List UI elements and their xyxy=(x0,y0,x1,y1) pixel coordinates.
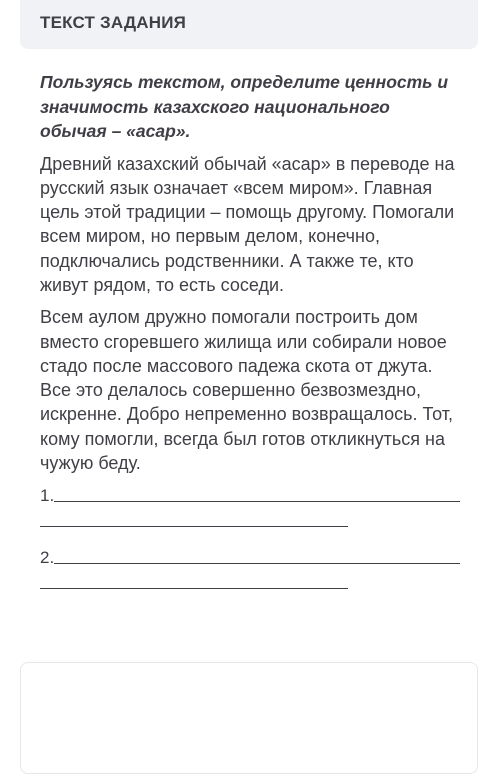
answer-blank-line xyxy=(40,570,348,589)
answer-blank-line xyxy=(40,508,348,527)
task-paragraph-1: Древний казахский обычай «асар» в переводе на русский язык означает «всем миром». Главная цель этой традиции – помощь другому. Помогали всем миром, но первым делом, конечно, подключались родственники. А также те, кто живут рядом, то есть соседи. xyxy=(40,153,455,295)
task-header-title: ТЕКСТ ЗАДАНИЯ xyxy=(40,13,187,32)
task-paragraph-2: Всем аулом дружно помогали построить дом вместо сгоревшего жилища или собирали новое стадо после массового падежа скота от джута. Все это делалось совершенно безвозмездно, искренне. Добро непременно возвращалось. Тот, кому помогли, всегда был готов откликнуться на чужую беду. xyxy=(40,307,453,474)
answer-blank-line xyxy=(54,483,460,502)
answer-number: 1. xyxy=(40,486,55,506)
answer-blank-line xyxy=(54,545,460,564)
task-content xyxy=(40,70,460,595)
answer-input-area[interactable] xyxy=(20,662,478,774)
task-question: Пользуясь текстом, определите ценность и значимость казахского национального обычая – «асар». xyxy=(40,72,449,141)
answer-item-1 xyxy=(40,483,460,533)
answer-item-2 xyxy=(40,545,460,595)
answer-number: 2. xyxy=(40,548,55,568)
